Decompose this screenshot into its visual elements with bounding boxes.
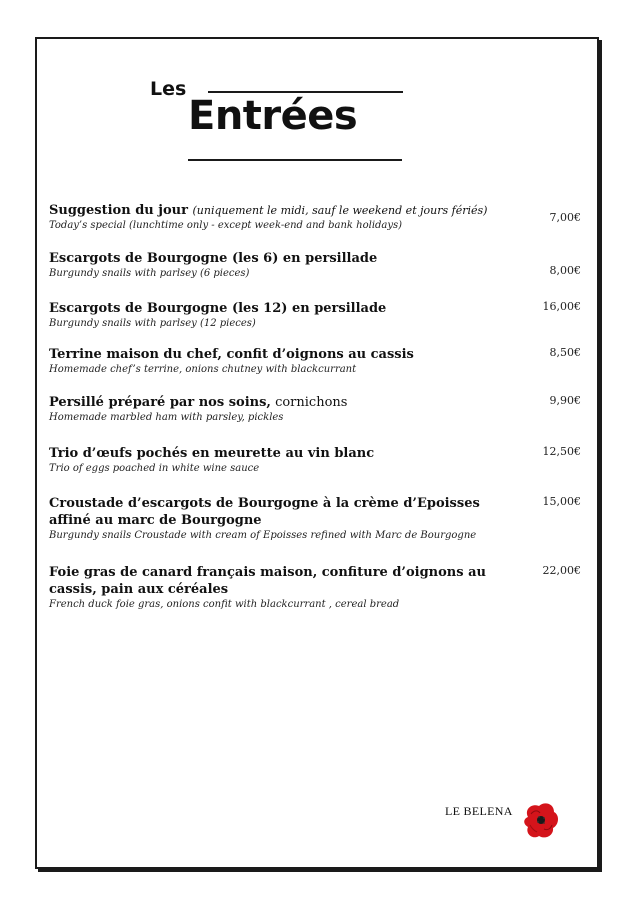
dish-english: Burgundy snails with parlsey (12 pieces)	[49, 318, 256, 329]
dish-english: Homemade marbled ham with parsley, pickles	[49, 412, 284, 423]
dish-name: Escargots de Bourgogne (les 6) en persillade	[49, 251, 378, 266]
dish-name-text: Suggestion du jour	[49, 203, 188, 218]
dish-name: Croustade d’escargots de Bourgogne à la crème d’Epoisses affiné au marc de Bourgogne	[49, 496, 480, 528]
menu-item-suggestion	[49, 202, 584, 233]
menu-item-escargots-12	[49, 300, 584, 331]
dish-english: Trio of eggs poached in white wine sauce	[49, 463, 260, 474]
dish-name: Foie gras de canard français maison, confiture d’oignons au cassis, pain aux céréales	[49, 565, 486, 597]
dish-name: Trio d’œufs pochés en meurette au vin blanc	[49, 446, 375, 461]
title-bottom-rule	[188, 159, 402, 161]
menu-item-terrine	[49, 346, 584, 377]
dish-price: 12,50€	[542, 445, 581, 458]
title-les: Les	[150, 78, 187, 100]
dish-english: French duck foie gras, onions confit with blackcurrant , cereal bread	[49, 599, 400, 610]
menu-item-oeufs	[49, 445, 584, 476]
menu-item-foie-gras	[49, 564, 584, 612]
dish-price: 8,00€	[549, 264, 581, 277]
dish-name-text: Persillé préparé par nos soins,	[49, 395, 271, 410]
dish-price: 15,00€	[542, 495, 581, 508]
dish-price: 16,00€	[542, 300, 581, 313]
dish-english: Burgundy snails Croustade with cream of Epoisses refined with Marc de Bourgogne	[49, 530, 477, 541]
dish-extra: cornichons	[270, 395, 348, 410]
dish-name	[49, 394, 524, 411]
dish-price: 7,00€	[549, 211, 581, 224]
menu-title	[150, 78, 410, 168]
dish-price: 8,50€	[549, 346, 581, 359]
dish-price: 22,00€	[542, 564, 581, 577]
title-entrees: Entrées	[188, 93, 358, 139]
dish-english: Today’s special (lunchtime only - except week-end and bank holidays)	[49, 220, 403, 231]
red-poppy-icon	[522, 801, 560, 841]
dish-english: Burgundy snails with parlsey (6 pieces)	[49, 268, 250, 279]
dish-note: (uniquement le midi, sauf le weekend et jours fériés)	[192, 204, 488, 217]
restaurant-name: LE BELENA	[445, 804, 513, 818]
menu-item-croustade	[49, 495, 584, 543]
menu-item-escargots-6	[49, 250, 584, 281]
dish-name	[49, 202, 524, 219]
dish-name: Terrine maison du chef, confit d’oignons au cassis	[49, 347, 414, 362]
menu-item-persille	[49, 394, 584, 425]
dish-name: Escargots de Bourgogne (les 12) en persillade	[49, 301, 387, 316]
dish-price: 9,90€	[549, 394, 581, 407]
dish-english: Homemade chef’s terrine, onions chutney with blackcurrant	[49, 364, 357, 375]
